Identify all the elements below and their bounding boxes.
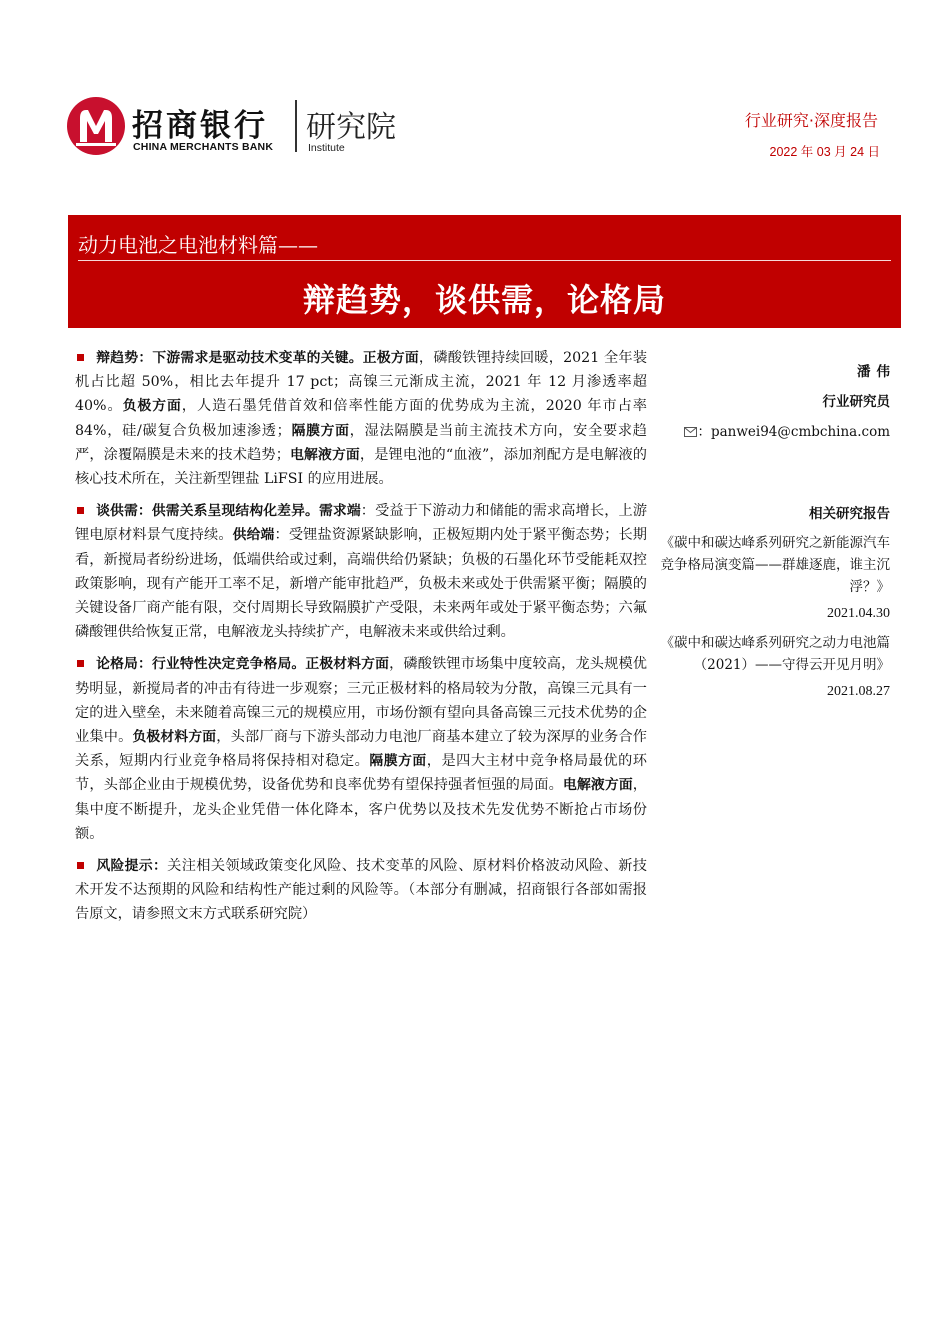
keyword: 隔膜方面 <box>369 753 427 770</box>
logo-chinese-name: 招商银行 <box>132 108 268 144</box>
paragraph-text: ：受锂盐资源紧缺影响，正极短期内处于紧平衡态势；长期看，新搅局者纷纷进场，低端供给或过剩，高端供给仍紧缺；负极的石墨化环节受能耗双控政策影响，现有产能开工率不足，新增产能审批趋严，负极未来或处于供需紧平衡；隔膜的关键设备厂商产能有限，交付周期长导致隔膜扩产受限，未来两年或处于紧平衡态势；六氟磷酸锂供给恢复正常，电解液龙头持续扩产，电解液未来或供给过剩。 <box>75 527 647 641</box>
paragraph-text: ，人造石墨凭借首效和倍率性能方面的优势成为主流，2020 年市占率 84%，硅/碳复合负极加速渗透； <box>75 398 647 439</box>
paragraph-text: ，头部厂商与下游头部动力电池厂商基本建立了较为深厚的业务合作关系，短期内行业竞争格局将保持相对稳定。 <box>75 729 647 770</box>
summary-paragraph <box>75 652 647 846</box>
keyword: 正极材料方面 <box>305 656 390 673</box>
paragraph-text: ：受益于下游动力和储能的需求高增长，上游锂电原材料景气度持续。 <box>75 503 648 544</box>
related-report-title[interactable]: 《碳中和碳达峰系列研究之新能源汽车竞争格局演变篇——群雄逐鹿，谁主沉浮？》 <box>660 535 890 595</box>
paragraph-lead: 谈供需：供需关系呈现结构化差异。 <box>96 503 319 520</box>
paragraph-text: ，是四大主材中竞争格局最优的环节，头部企业由于规模优势，设备优势和良率优势有望保持强者恒强的局面。 <box>75 753 647 794</box>
paragraph-lead: 辩趋势：下游需求是驱动技术变革的关键。 <box>96 350 363 366</box>
paragraph-text: ，是锂电池的“血液”，添加剂配方是电解液的核心技术所在，关注新型锂盐 LiFSI 的应用进展。 <box>75 446 647 488</box>
report-date: 2022 年 03 月 24 日 <box>769 145 880 159</box>
logo-english-name: CHINA MERCHANTS BANK <box>133 141 274 153</box>
bullet-icon <box>77 354 84 361</box>
email-address[interactable]: ：panwei94@cmbchina.com <box>697 424 890 440</box>
keyword: 负极材料方面 <box>132 729 217 746</box>
report-type: 行业研究·深度报告 <box>744 111 878 130</box>
related-report-date: 2021.04.30 <box>827 606 890 621</box>
summary-paragraph <box>75 854 647 927</box>
keyword: 电解液方面 <box>562 777 633 794</box>
keyword: 电解液方面 <box>289 446 360 463</box>
envelope-icon <box>684 427 697 437</box>
paragraph-text: 关注相关领域政策变化风险、技术变革的风险、原材料价格波动风险、新技术开发不达预期的风险和结构性产能过剩的风险等。（本部分有删减，招商银行各部如需报告原文，请参照文末方式联系研究院） <box>75 858 647 923</box>
banner-title: 辩趋势，谈供需，论格局 <box>302 281 666 319</box>
banner-divider <box>78 260 891 261</box>
cmb-logo-icon <box>66 96 126 156</box>
bullet-icon <box>77 507 84 514</box>
author-name: 潘伟 <box>857 364 896 380</box>
banner-subtitle: 动力电池之电池材料篇—— <box>78 233 318 257</box>
keyword: 需求端 <box>318 503 361 520</box>
paragraph-text: ，磷酸铁锂市场集中度较高，龙头规模优势明显，新搅局者的冲击有待进一步观察；三元正极材料的格局较为分散，高镍三元具有一定的进入壁垒，未来随着高镍三元的规模应用，市场份额有望向具备高镍三元技术优势的企业集中。 <box>75 656 647 746</box>
institute-english-name: Institute <box>308 142 345 154</box>
logo-separator <box>295 100 297 152</box>
keyword: 负极方面 <box>122 398 182 415</box>
summary-paragraph <box>75 346 647 491</box>
paragraph-lead: 论格局：行业特性决定竞争格局。 <box>96 656 306 673</box>
related-report-date: 2021.08.27 <box>827 684 890 699</box>
keyword: 隔膜方面 <box>290 422 350 439</box>
paragraph-text: ，湿法隔膜是当前主流技术方向，安全要求趋严，涂覆隔膜是未来的技术趋势； <box>75 422 647 463</box>
related-reports-title: 相关研究报告 <box>809 506 890 522</box>
author-role: 行业研究员 <box>822 394 890 410</box>
summary-body <box>75 346 647 935</box>
sidebar <box>660 360 896 700</box>
author-email[interactable] <box>660 420 890 440</box>
bullet-icon <box>77 660 84 667</box>
related-report-title[interactable]: 《碳中和碳达峰系列研究之动力电池篇（2021）——守得云开见月明》 <box>660 635 890 673</box>
paragraph-text: ，磷酸铁锂持续回暖，2021 全年装机占比超 50%，相比去年提升 17 pct；高镍三元渐成主流，2021 年 12 月渗透率超 40%。 <box>75 350 648 415</box>
keyword: 正极方面 <box>362 350 419 366</box>
bullet-icon <box>77 862 84 869</box>
paragraph-text: ，集中度不断提升，龙头企业凭借一体化降本，客户优势以及技术先发优势不断抢占市场份额。 <box>75 777 647 842</box>
title-banner <box>68 215 901 328</box>
keyword: 供给端 <box>232 527 275 544</box>
summary-paragraph <box>75 499 647 644</box>
paragraph-lead: 风险提示： <box>96 858 168 875</box>
institute-chinese-name: 研究院 <box>306 110 396 145</box>
